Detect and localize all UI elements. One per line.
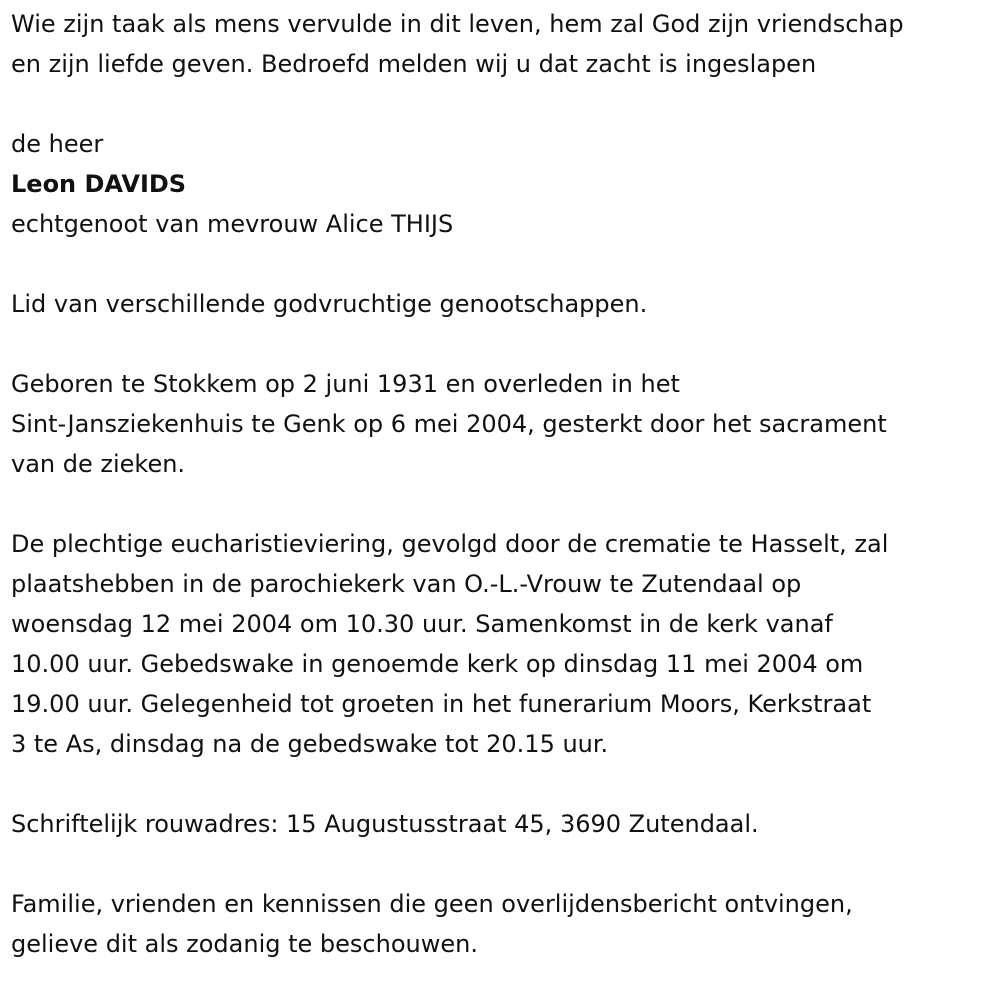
birth-death-paragraph <box>11 364 996 484</box>
obituary-notice <box>11 4 996 964</box>
spacer <box>11 324 996 364</box>
intro-line: Wie zijn taak als mens vervulde in dit leven, hem zal God zijn vriendschap <box>11 10 904 38</box>
ceremony-paragraph <box>11 524 996 764</box>
intro-line: en zijn liefde geven. Bedroefd melden wij u dat zacht is ingeslapen <box>11 50 817 78</box>
ceremony-line: 3 te As, dinsdag na de gebedswake tot 20.15 uur. <box>11 730 609 758</box>
birth-death-line: van de zieken. <box>11 450 186 478</box>
title-prefix: de heer <box>11 130 104 158</box>
spacer <box>11 244 996 284</box>
birth-death-line: Sint-Jansziekenhuis te Genk op 6 mei 2004, gesterkt door het sacrament <box>11 410 887 438</box>
deceased-name: Leon DAVIDS <box>11 170 187 198</box>
ceremony-line: plaatshebben in de parochiekerk van O.-L.-Vrouw te Zutendaal op <box>11 570 802 598</box>
spacer <box>11 84 996 124</box>
spacer <box>11 844 996 884</box>
spacer <box>11 764 996 804</box>
ceremony-line: De plechtige eucharistieviering, gevolgd door de crematie te Hasselt, zal <box>11 530 889 558</box>
spouse-line: echtgenoot van mevrouw Alice THIJS <box>11 210 454 238</box>
closing-paragraph <box>11 884 996 964</box>
ceremony-line: 10.00 uur. Gebedswake in genoemde kerk op dinsdag 11 mei 2004 om <box>11 650 864 678</box>
mourning-address: Schriftelijk rouwadres: 15 Augustusstraat 45, 3690 Zutendaal. <box>11 810 759 838</box>
spacer <box>11 484 996 524</box>
birth-death-line: Geboren te Stokkem op 2 juni 1931 en overleden in het <box>11 370 680 398</box>
membership-line: Lid van verschillende godvruchtige genootschappen. <box>11 290 648 318</box>
ceremony-line: 19.00 uur. Gelegenheid tot groeten in het funerarium Moors, Kerkstraat <box>11 690 872 718</box>
closing-line: Familie, vrienden en kennissen die geen overlijdensbericht ontvingen, <box>11 890 853 918</box>
intro-paragraph <box>11 4 996 84</box>
closing-line: gelieve dit als zodanig te beschouwen. <box>11 930 478 958</box>
ceremony-line: woensdag 12 mei 2004 om 10.30 uur. Samenkomst in de kerk vanaf <box>11 610 833 638</box>
